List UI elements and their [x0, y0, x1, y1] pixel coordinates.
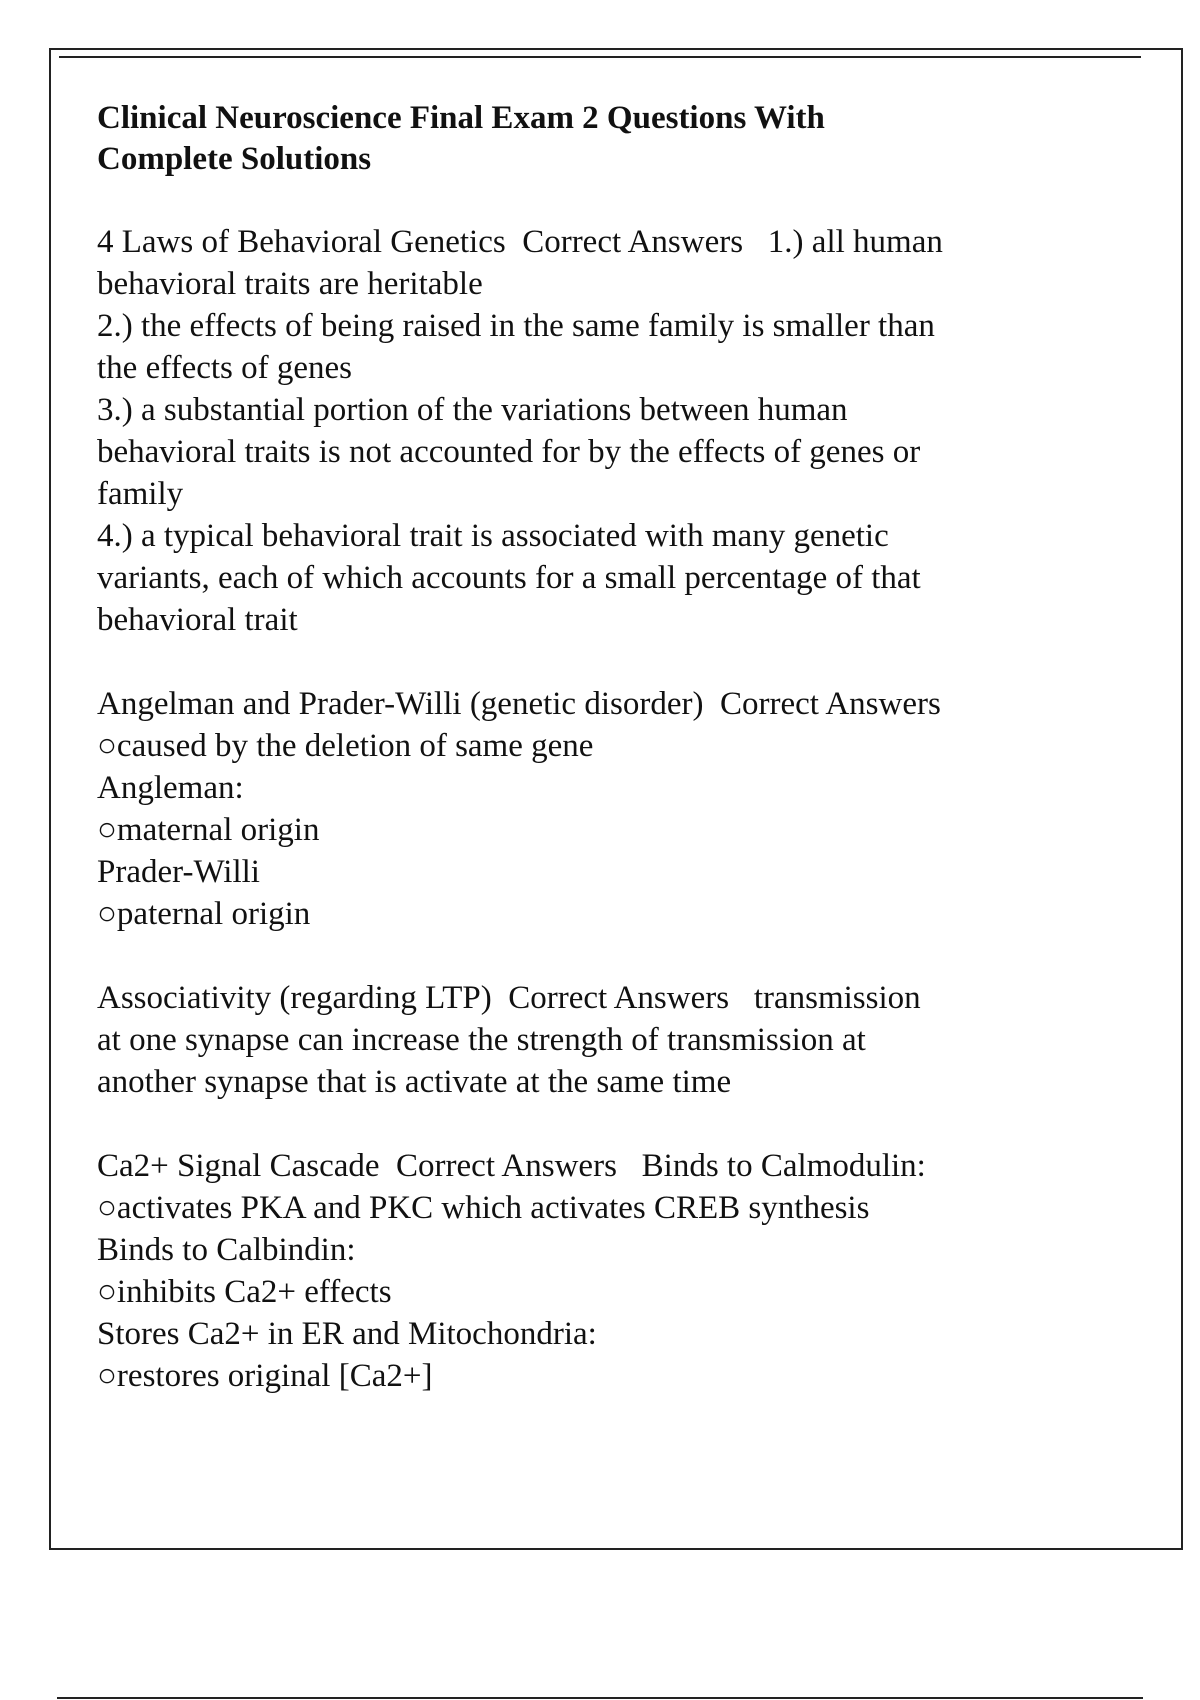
- entry-line: ○restores original [Ca2+]: [97, 1358, 433, 1394]
- entry-line: Prader-Willi: [97, 854, 260, 890]
- qa-entry-behavioral-genetics: [97, 221, 1057, 641]
- entry-line: 4.) a typical behavioral trait is associated with many genetic: [97, 518, 889, 554]
- title-line-2: Complete Solutions: [97, 141, 372, 177]
- entry-line: Associativity (regarding LTP) Correct Answers transmission: [97, 980, 921, 1016]
- entry-line: ○paternal origin: [97, 896, 311, 932]
- entry-line: Binds to Calbindin:: [97, 1232, 356, 1268]
- entry-line: Ca2+ Signal Cascade Correct Answers Binds to Calmodulin:: [97, 1148, 926, 1184]
- title-line-1: Clinical Neuroscience Final Exam 2 Questions With: [97, 100, 825, 136]
- entry-line: behavioral trait: [97, 602, 298, 638]
- document-title: [97, 98, 1057, 180]
- entry-line: behavioral traits are heritable: [97, 266, 483, 302]
- qa-entry-ca2-signal-cascade: [97, 1145, 1057, 1397]
- entry-line: 3.) a substantial portion of the variations between human: [97, 392, 848, 428]
- top-rule: [59, 56, 1141, 58]
- entry-line: ○maternal origin: [97, 812, 320, 848]
- entry-line: 4 Laws of Behavioral Genetics Correct Answers 1.) all human: [97, 224, 943, 260]
- entry-line: another synapse that is activate at the same time: [97, 1064, 732, 1100]
- qa-entry-associativity: [97, 977, 1057, 1103]
- entry-line: at one synapse can increase the strength of transmission at: [97, 1022, 866, 1058]
- entry-line: variants, each of which accounts for a small percentage of that: [97, 560, 921, 596]
- entry-line: behavioral traits is not accounted for by the effects of genes or: [97, 434, 921, 470]
- entry-line: ○caused by the deletion of same gene: [97, 728, 594, 764]
- document-body: [97, 98, 1057, 1439]
- entry-line: ○inhibits Ca2+ effects: [97, 1274, 392, 1310]
- entry-line: the effects of genes: [97, 350, 353, 386]
- entry-line: Stores Ca2+ in ER and Mitochondria:: [97, 1316, 597, 1352]
- entry-line: 2.) the effects of being raised in the same family is smaller than: [97, 308, 935, 344]
- entry-line: ○activates PKA and PKC which activates CREB synthesis: [97, 1190, 870, 1226]
- entry-line: Angelman and Prader-Willi (genetic disorder) Correct Answers: [97, 686, 941, 722]
- entry-line: Angleman:: [97, 770, 244, 806]
- bottom-rule: [57, 1697, 1143, 1699]
- qa-entry-angelman-prader-willi: [97, 683, 1057, 935]
- entry-line: family: [97, 476, 184, 512]
